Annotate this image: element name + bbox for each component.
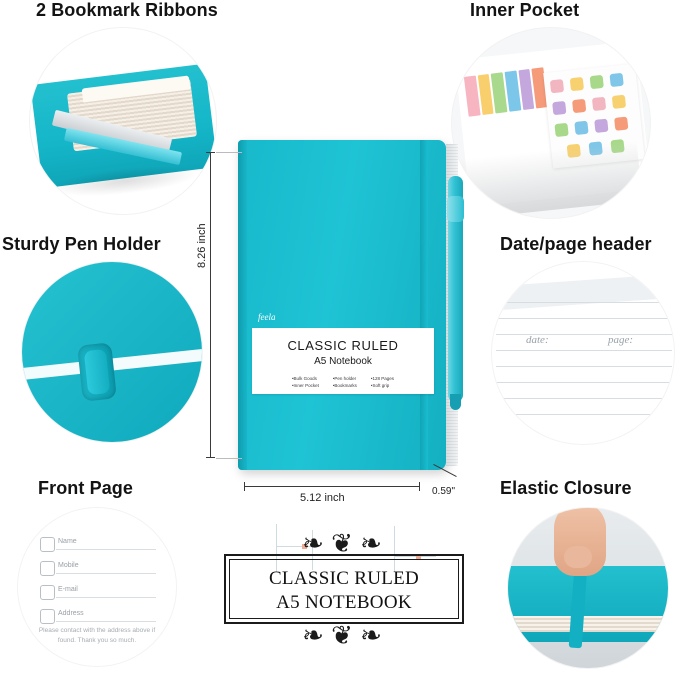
- callout-label-bookmark-ribbons: 2 Bookmark Ribbons: [36, 0, 218, 20]
- ornament-top: ❧ ❦ ❧: [302, 528, 382, 558]
- feature-item: •Pen holder: [332, 376, 357, 381]
- photo-bubble-bookmark-ribbons: [30, 28, 216, 214]
- callout-label-date-page-header: Date/page header: [500, 234, 652, 254]
- front-page-field-address: [40, 608, 158, 624]
- feature-item: •Inner Pocket: [291, 383, 319, 388]
- guide-line-bottom: [216, 458, 242, 459]
- front-page-field-mobile: [40, 560, 158, 576]
- pen-loop: [77, 342, 117, 401]
- date-field-label: date:: [526, 334, 549, 346]
- feature-group-left: [292, 376, 319, 388]
- banner-frame: [224, 554, 464, 624]
- callout-label-front-page: Front Page: [38, 478, 134, 498]
- brand-logo: feela: [258, 312, 276, 322]
- write-line: [56, 573, 156, 574]
- photo-bubble-date-page-header: [492, 262, 674, 444]
- field-label: E-mail: [58, 586, 78, 593]
- feature-item: •Bookmarks: [332, 383, 357, 388]
- callout-label-elastic-closure: Elastic Closure: [500, 478, 632, 498]
- product-hero-notebook: [238, 140, 446, 470]
- dimension-height-label: 8.26 inch: [196, 223, 208, 268]
- photo-bubble-elastic-closure: [508, 508, 668, 668]
- bottom-banner: [206, 528, 478, 650]
- notebook-cover: [238, 140, 446, 470]
- page-field-label: page:: [608, 334, 634, 346]
- banner-line-2: A5 NOTEBOOK: [276, 592, 412, 613]
- guide-line-top: [216, 152, 242, 153]
- feature-item: •Soft grip: [370, 383, 390, 388]
- callout-label-pen-holder: Sturdy Pen Holder: [2, 234, 161, 254]
- user-icon: [40, 537, 55, 552]
- elastic-closure-band: [420, 140, 428, 470]
- banner-line-1: CLASSIC RULED: [268, 568, 420, 589]
- feature-item: •128 Pages: [370, 376, 395, 381]
- dimension-width-label: 5.12 inch: [300, 492, 345, 504]
- home-icon: [40, 609, 55, 624]
- dimension-width-line: [244, 486, 420, 487]
- front-page-field-name: [40, 536, 158, 552]
- ruled-lines: [492, 302, 674, 422]
- page-edges: [510, 616, 668, 632]
- cover-title: CLASSIC RULED: [287, 338, 399, 353]
- dimension-height-line: [210, 152, 211, 458]
- write-line: [56, 549, 156, 550]
- field-label: Address: [58, 610, 84, 617]
- cover-subtitle: A5 Notebook: [314, 356, 372, 367]
- phone-icon: [40, 561, 55, 576]
- dimension-depth-label: 0.59": [432, 486, 456, 497]
- notebook-spine: [238, 140, 247, 470]
- pen-tip: [450, 394, 461, 410]
- feature-group-mid: [333, 376, 357, 388]
- front-page-note: Please contact with the address above if found. Thank you so much.: [38, 627, 156, 644]
- front-page-field-email: [40, 584, 158, 600]
- pen: [445, 176, 467, 402]
- pen-clip: [447, 196, 464, 222]
- write-line: [56, 597, 156, 598]
- fingernail: [564, 546, 592, 568]
- cover-feature-list: [252, 376, 434, 388]
- field-label: Name: [58, 538, 77, 545]
- mail-icon: [40, 585, 55, 600]
- cover-label-plate: [252, 328, 434, 394]
- feature-group-right: [371, 376, 394, 388]
- feature-item: •Bulk Goods: [291, 376, 317, 381]
- write-line: [56, 621, 156, 622]
- field-label: Mobile: [58, 562, 79, 569]
- photo-bubble-front-page: [18, 508, 176, 666]
- ornament-bottom: ❧ ❦ ❧: [302, 620, 382, 650]
- photo-bubble-inner-pocket: [452, 28, 650, 218]
- photo-bubble-pen-holder: [22, 262, 202, 442]
- callout-label-inner-pocket: Inner Pocket: [470, 0, 580, 20]
